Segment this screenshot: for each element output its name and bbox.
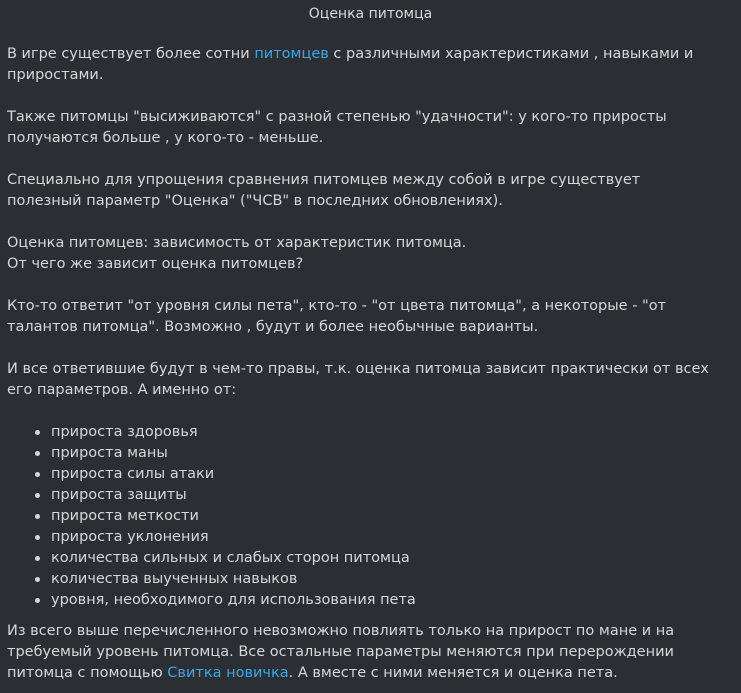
bullet-icon (35, 451, 40, 456)
paragraph-conclusion (7, 621, 734, 684)
paragraph-intro-text-end: с различными характеристиками , навыками и приростами. (7, 46, 694, 83)
list-item-text: прироста меткости (51, 508, 199, 524)
bullet-icon (35, 493, 40, 498)
paragraph-intro-text-start: В игре существует более сотни (7, 46, 255, 62)
pets-link[interactable]: питомцев (254, 46, 329, 62)
list-item (51, 506, 734, 527)
bullet-icon (35, 577, 40, 582)
list-item-text: количества выученных навыков (51, 571, 298, 587)
rating-question: От чего же зависит оценка питомцев? (7, 256, 304, 272)
list-item-text: прироста силы атаки (51, 466, 215, 482)
bullet-icon (35, 535, 40, 540)
bullet-icon (35, 430, 40, 435)
bullet-icon (35, 556, 40, 561)
paragraph-hatching: Также питомцы "высиживаются" с разной степенью "удачности": у кого-то приросты получаются больше , у кого-то - меньше. (7, 109, 667, 146)
paragraph-conclusion-text-start: Из всего выше перечисленного невозможно повлиять только на прирост по мане и на требуемый уровень питомца. Все остальные параметры меняются при перерождении питомца с помощью (7, 623, 675, 681)
list-item (51, 590, 734, 611)
list-item (51, 527, 734, 548)
rating-subheading: Оценка питомцев: зависимость от характеристик питомца. (7, 235, 467, 251)
bullet-icon (35, 598, 40, 603)
list-item (51, 548, 734, 569)
list-item-text: количества сильных и слабых сторон питомца (51, 550, 410, 566)
bullet-icon (35, 472, 40, 477)
page-title: Оценка питомца (308, 6, 433, 22)
factors-list (7, 422, 734, 611)
bullet-icon (35, 514, 40, 519)
list-item-text: прироста уклонения (51, 529, 209, 545)
list-item (51, 422, 734, 443)
list-item (51, 485, 734, 506)
paragraph-answer: И все ответившие будут в чем-то правы, т.к. оценка питомца зависит практически от всех его параметров. А именно от: (7, 361, 709, 398)
paragraph-rating-question (7, 233, 734, 275)
novice-scroll-link[interactable]: Свитка новичка (167, 665, 289, 681)
paragraph-intro (7, 44, 734, 86)
paragraph-conclusion-text-end: . А вместе с ними меняется и оценка пета. (288, 665, 618, 681)
paragraph-opinions: Кто-то ответит "от уровня силы пета", кто-то - "от цвета питомца", а некоторые - "от талантов питомца". Возможно , будут и более необычные варианты. (7, 298, 667, 335)
list-item-text: прироста маны (51, 445, 168, 461)
list-item-text: прироста защиты (51, 487, 187, 503)
paragraph-rating-param: Специально для упрощения сравнения питомцев между собой в игре существует полезный параметр "Оценка" ("ЧСВ" в последних обновлениях). (7, 172, 641, 209)
list-item (51, 443, 734, 464)
list-item-text: уровня, необходимого для использования пета (51, 592, 416, 608)
list-item (51, 464, 734, 485)
list-item (51, 569, 734, 590)
list-item-text: прироста здоровья (51, 424, 198, 440)
